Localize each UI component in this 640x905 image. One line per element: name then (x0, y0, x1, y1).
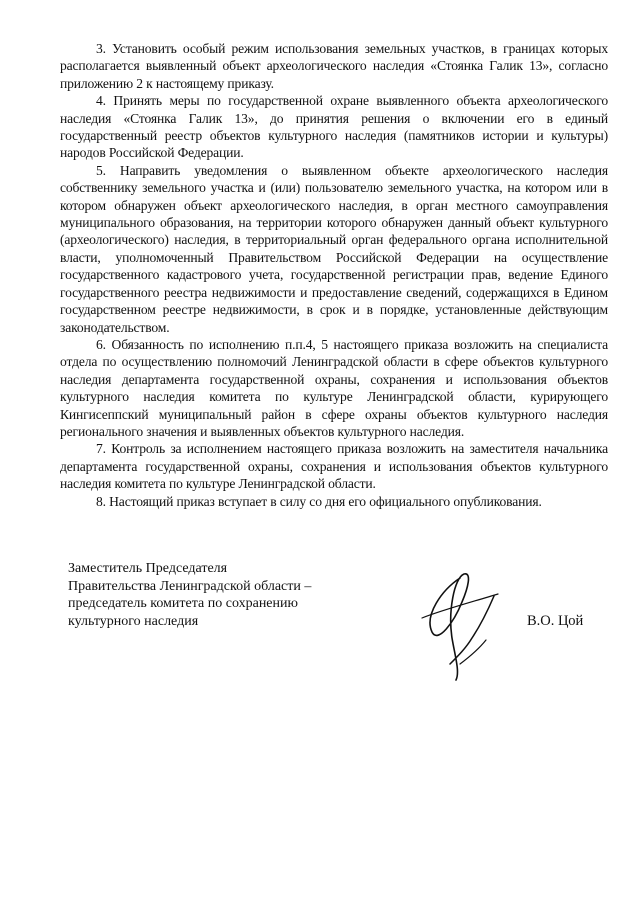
signatory-name: В.О. Цой (527, 613, 584, 629)
handwritten-signature (402, 560, 512, 685)
paragraph-6: 6. Обязанность по исполнению п.п.4, 5 настоящего приказа возложить на специалиста отдела по осуществлению полномочий Ленинградской области в сфере объектов культурного наследия департамента государственной охраны, сохранения и использования объектов культурного наследия комитета по культуре Ленинградской области, курирующего Кингисеппский муниципальный район в сфере охраны объектов культурного наследия регионального значения и выявленных объектов культурного наследия. (60, 336, 608, 439)
paragraph-5: 5. Направить уведомления о выявленном объекте археологического наследия собственнику земельного участка и (или) пользователю земельного участка, на котором или в котором обнаружен объект археологического наследия, в орган местного самоуправления муниципального образования, на территории которого обнаружен данный объект культурного (археологического) наследия, в территориальный орган федерального органа исполнительной власти, уполномоченный Правительством Российской Федерации на осуществление государственного кадастрового учета, государственной регистрации прав, ведение Единого государственного реестра недвижимости и предоставление сведений, содержащихся в Едином государственном реестре недвижимости, в срок и в порядке, установленные действующим законодательством. (60, 162, 608, 335)
paragraph-7: 7. Контроль за исполнением настоящего приказа возложить на заместителя начальника департамента государственной охраны, сохранения и использования объектов культурного наследия комитета по культуре Ленинградской области. (60, 441, 608, 492)
paragraph-4: 4. Принять меры по государственной охране выявленного объекта археологического наследия «Стоянка Галик 13», до принятия решения о включении его в единый государственный реестр объектов культурного наследия (памятников истории и культуры) народов Российской Федерации. (60, 93, 608, 161)
signatory-title-line: Правительства Ленинградской области – (68, 578, 312, 594)
paragraph-8: 8. Настоящий приказ вступает в силу со дня его официального опубликования. (96, 493, 542, 509)
signature-block (68, 560, 608, 700)
signatory-title-line: председатель комитета по сохранению (68, 596, 298, 612)
signatory-title (68, 560, 311, 630)
signatory-title-line: культурного наследия (68, 613, 199, 629)
document-body (60, 40, 608, 510)
paragraph-3: 3. Установить особый режим использования земельных участков, в границах которых располагается выявленный объект археологического наследия «Стоянка Галик 13», согласно приложению 2 к настоящему приказу. (60, 41, 608, 91)
signatory-title-line: Заместитель Председателя (68, 561, 228, 576)
